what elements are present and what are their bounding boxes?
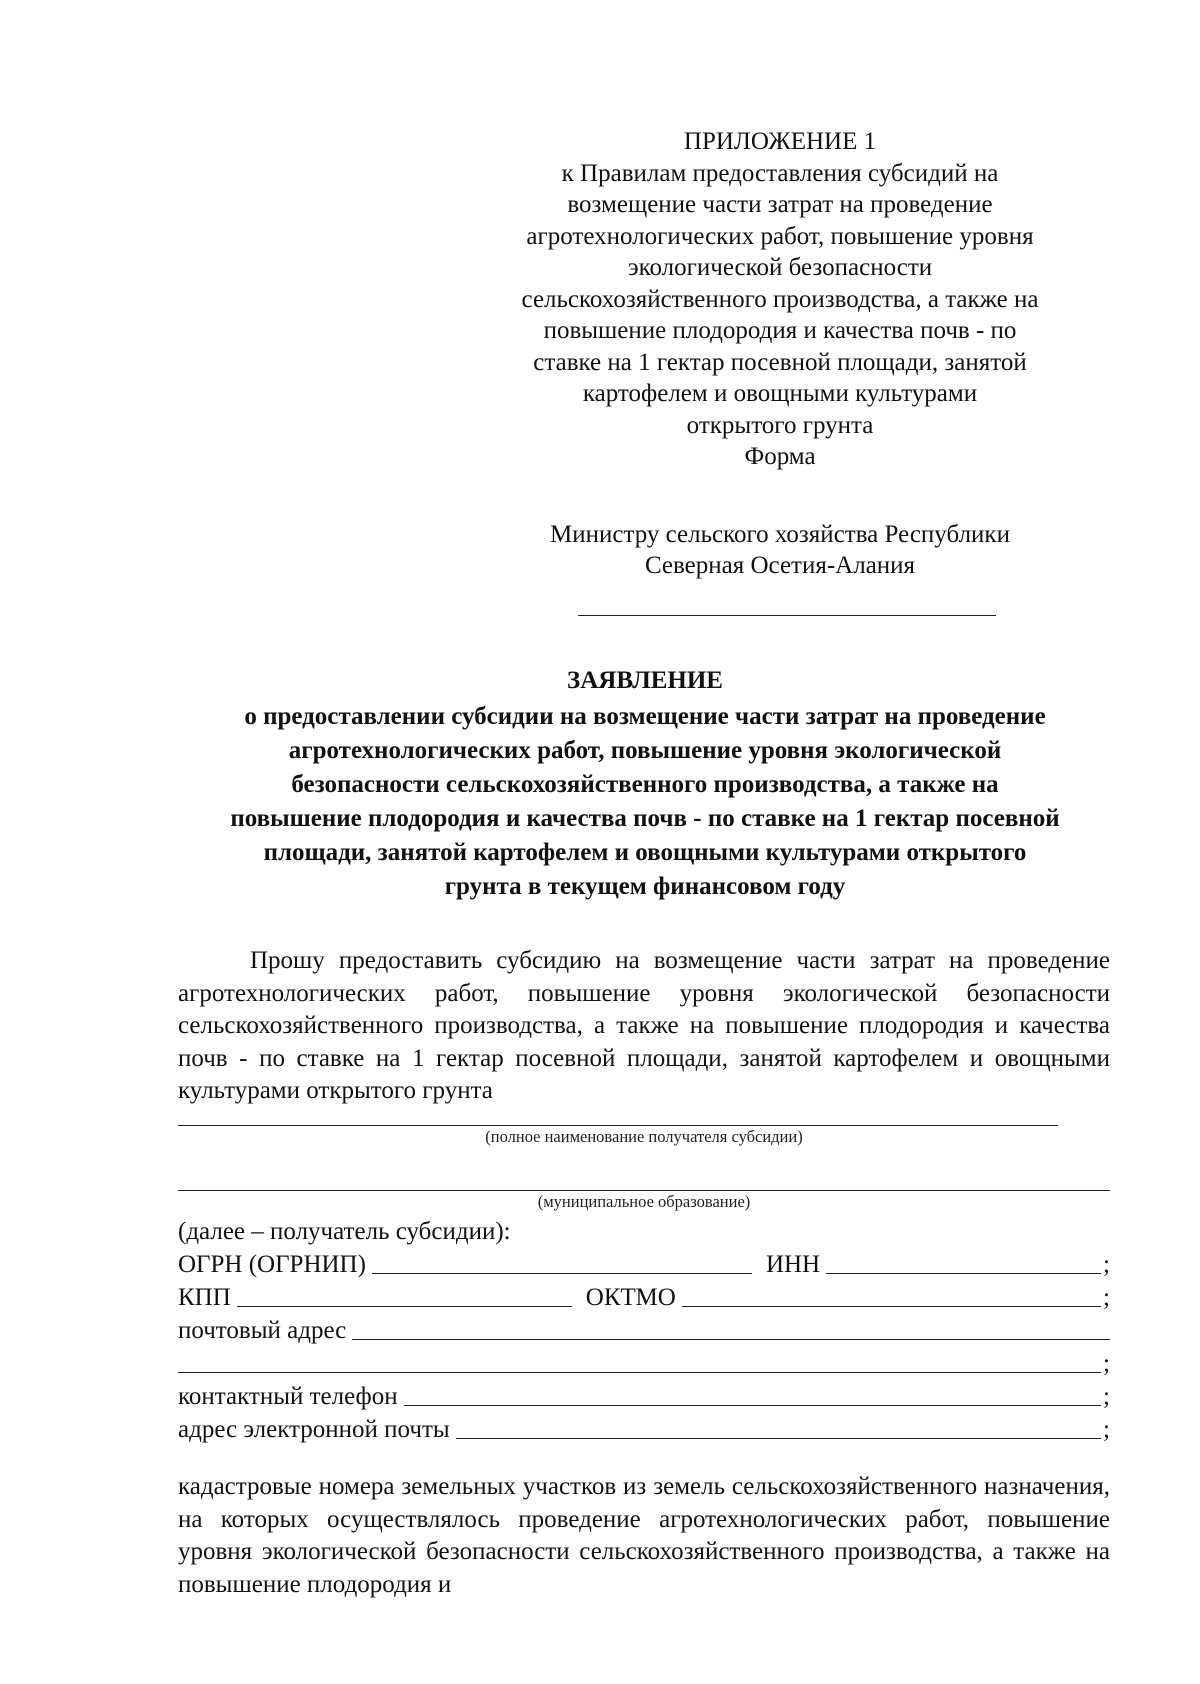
email-label: адрес электронной почты bbox=[178, 1416, 450, 1443]
hereinafter-text: (далее – получатель субсидии): bbox=[178, 1218, 511, 1245]
applicant-blank-line[interactable] bbox=[578, 615, 996, 616]
semicolon: ; bbox=[1103, 1284, 1110, 1311]
document-title bbox=[175, 664, 1115, 904]
inn-field[interactable] bbox=[826, 1251, 1101, 1274]
phone-field[interactable] bbox=[404, 1383, 1101, 1406]
postal-row bbox=[178, 1314, 1110, 1346]
postal-row-continued bbox=[178, 1347, 1110, 1379]
appendix-line: сельскохозяйственного производства, а также на bbox=[521, 285, 1039, 313]
postal-field-continued[interactable] bbox=[178, 1350, 1101, 1373]
appendix-line: к Правилам предоставления субсидий на bbox=[561, 159, 999, 187]
title-line: площади, занятой картофелем и овощными культурами открытого bbox=[263, 839, 1027, 866]
phone-label: контактный телефон bbox=[178, 1383, 398, 1410]
title-line: повышение плодородия и качества почв - по ставке на 1 гектар посевной bbox=[230, 805, 1060, 832]
title-line: агротехнологических работ, повышение уровня экологической bbox=[288, 737, 1002, 764]
addressee-line: Министру сельского хозяйства Республики bbox=[550, 521, 1010, 548]
semicolon: ; bbox=[1103, 1350, 1110, 1377]
intro-paragraph bbox=[178, 945, 1110, 1108]
email-row bbox=[178, 1413, 1110, 1445]
municipality-line[interactable] bbox=[178, 1190, 1110, 1191]
appendix-line: открытого грунта bbox=[686, 411, 874, 439]
title-line: о предоставлении субсидии на возмещение части затрат на проведение bbox=[244, 703, 1046, 730]
kpp-label: КПП bbox=[178, 1284, 231, 1311]
appendix-line: агротехнологических работ, повышение уровня bbox=[526, 222, 1034, 250]
appendix-line: картофелем и овощными культурами bbox=[582, 380, 978, 407]
appendix-line: возмещение части затрат на проведение bbox=[567, 191, 993, 218]
appendix-line: ставке на 1 гектар посевной площади, занятой bbox=[533, 348, 1027, 376]
hereinafter-row bbox=[178, 1215, 1110, 1247]
appendix-line: экологической безопасности bbox=[627, 254, 933, 281]
title-line: безопасности сельскохозяйственного производства, а также на bbox=[291, 771, 999, 798]
recipient-name-line[interactable] bbox=[178, 1125, 1058, 1126]
addressee-line: Северная Осетия-Алания bbox=[644, 552, 916, 579]
semicolon: ; bbox=[1103, 1416, 1110, 1443]
semicolon: ; bbox=[1103, 1383, 1110, 1410]
appendix-line: повышение плодородия и качества почв - по bbox=[543, 317, 1017, 344]
title-line: грунта в текущем финансовом году bbox=[444, 873, 846, 900]
kpp-oktmo-row bbox=[178, 1281, 1110, 1313]
title-head: ЗАЯВЛЕНИЕ bbox=[567, 667, 723, 694]
intro-text: Прошу предоставить субсидию на возмещение части затрат на проведение агротехнологических работ, повышение уровня экологической безопасности сельскохозяйственного производства, а также на повышение плодородия и качества почв - по ставке на 1 гектар посевной площади, занятой картофелем и овощными культурами открытого грунта bbox=[178, 947, 1110, 1104]
semicolon: ; bbox=[1103, 1251, 1110, 1278]
postal-label: почтовый адрес bbox=[178, 1317, 347, 1344]
ogrn-inn-row bbox=[178, 1248, 1110, 1280]
appendix-title: ПРИЛОЖЕНИЕ 1 bbox=[683, 128, 877, 155]
cadastral-paragraph bbox=[178, 1471, 1110, 1601]
cadastral-text: кадастровые номера земельных участков из земель сельскохозяйственного назначения, на которых осуществлялось проведение агротехнологических работ, повышение уровня экологической безопасности сельскохозяйственного производства, а также на повышение плодородия и bbox=[178, 1473, 1110, 1598]
ogrn-label: ОГРН (ОГРНИП) bbox=[178, 1251, 366, 1278]
addressee-block bbox=[470, 519, 1090, 581]
inn-label: ИНН bbox=[765, 1251, 821, 1278]
oktmo-label: ОКТМО bbox=[585, 1284, 676, 1311]
email-field[interactable] bbox=[456, 1416, 1101, 1439]
postal-field[interactable] bbox=[352, 1317, 1110, 1340]
phone-row bbox=[178, 1380, 1110, 1412]
form-label: Форма bbox=[744, 443, 816, 470]
kpp-field[interactable] bbox=[237, 1284, 572, 1307]
recipient-name-hint: (полное наименование получателя субсидии) bbox=[485, 1127, 803, 1146]
municipality-hint: (муниципальное образование) bbox=[537, 1192, 751, 1211]
ogrn-field[interactable] bbox=[372, 1251, 752, 1274]
oktmo-field[interactable] bbox=[682, 1284, 1101, 1307]
appendix-header bbox=[470, 126, 1090, 473]
